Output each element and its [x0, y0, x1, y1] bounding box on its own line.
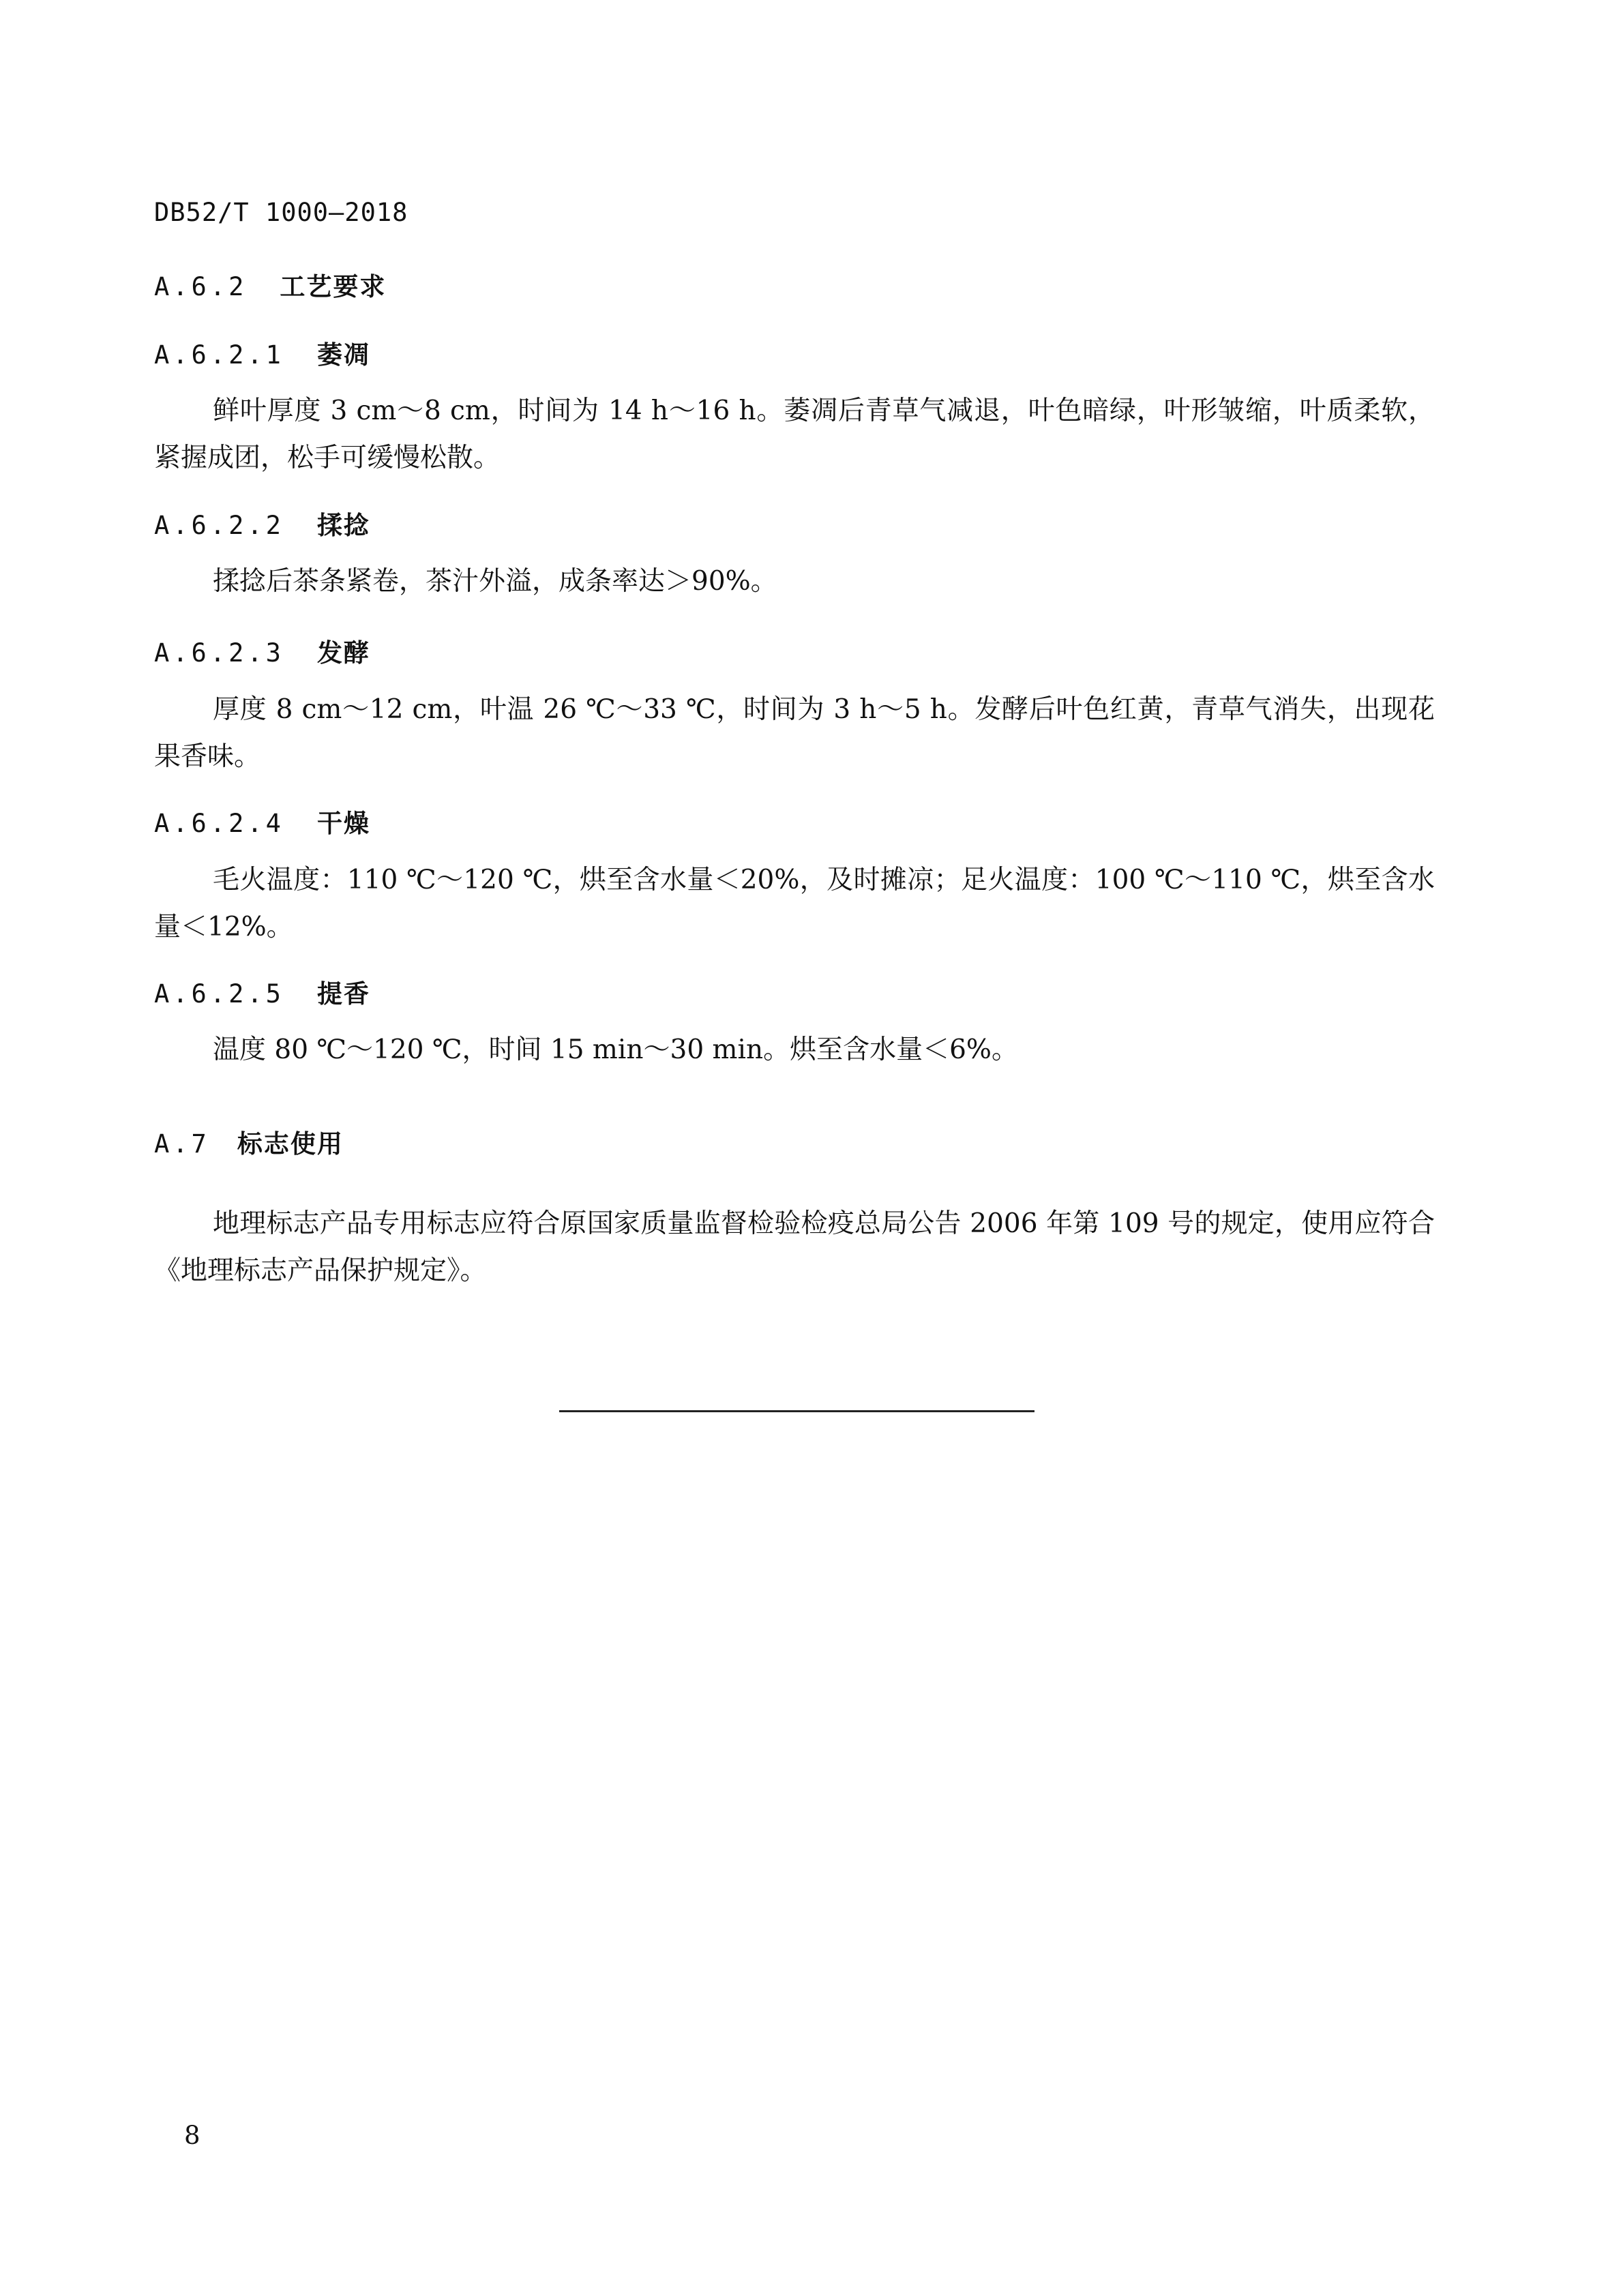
end-of-document-rule	[559, 1410, 1034, 1412]
section-body-a622: 揉捻后茶条紧卷，茶汁外溢，成条率达＞90%。	[213, 566, 777, 597]
section-heading-a621	[154, 334, 370, 371]
section-body-a7: 地理标志产品专用标志应符合原国家质量监督检验检疫总局公告 2006 年第 109 号的规定，使用应符合《地理标志产品保护规定》。	[154, 1208, 1435, 1286]
section-body-a623: 厚度 8 cm～12 cm，叶温 26 ℃～33 ℃，时间为 3 h～5 h。发酵后叶色红黄，青草气消失，出现花果香味。	[154, 694, 1435, 772]
section-number: A.6.2.5	[154, 979, 284, 1009]
section-title: 揉捻	[316, 511, 370, 540]
section-heading-a624	[154, 803, 370, 839]
section-number: A.7	[154, 1129, 210, 1159]
standard-code-header: DB52/T 1000—2018	[154, 198, 408, 227]
section-title: 干燥	[316, 809, 370, 838]
section-heading-a622	[154, 505, 370, 541]
section-title: 提香	[316, 979, 370, 1009]
section-heading-a625	[154, 973, 370, 1010]
section-heading-a62	[154, 266, 386, 303]
section-title: 萎凋	[316, 340, 370, 370]
section-number: A.6.2	[154, 272, 248, 301]
section-number: A.6.2.1	[154, 340, 284, 370]
section-title: 标志使用	[237, 1129, 344, 1159]
section-title: 工艺要求	[280, 272, 387, 301]
section-heading-a7	[154, 1123, 344, 1160]
section-title: 发酵	[316, 638, 370, 668]
section-body-a625: 温度 80 ℃～120 ℃，时间 15 min～30 min。烘至含水量＜6%。	[213, 1034, 1018, 1065]
section-body-a624: 毛火温度：110 ℃～120 ℃，烘至含水量＜20%，及时摊凉；足火温度：100 ℃～110 ℃，烘至含水量＜12%。	[154, 865, 1435, 942]
section-number: A.6.2.3	[154, 638, 284, 668]
page-number: 8	[184, 2121, 200, 2150]
section-body-a621: 鲜叶厚度 3 cm～8 cm，时间为 14 h～16 h。萎凋后青草气减退，叶色暗绿，叶形皱缩，叶质柔软，紧握成团，松手可缓慢松散。	[154, 396, 1435, 473]
section-heading-a623	[154, 632, 370, 669]
section-number: A.6.2.2	[154, 511, 284, 540]
section-number: A.6.2.4	[154, 809, 284, 838]
